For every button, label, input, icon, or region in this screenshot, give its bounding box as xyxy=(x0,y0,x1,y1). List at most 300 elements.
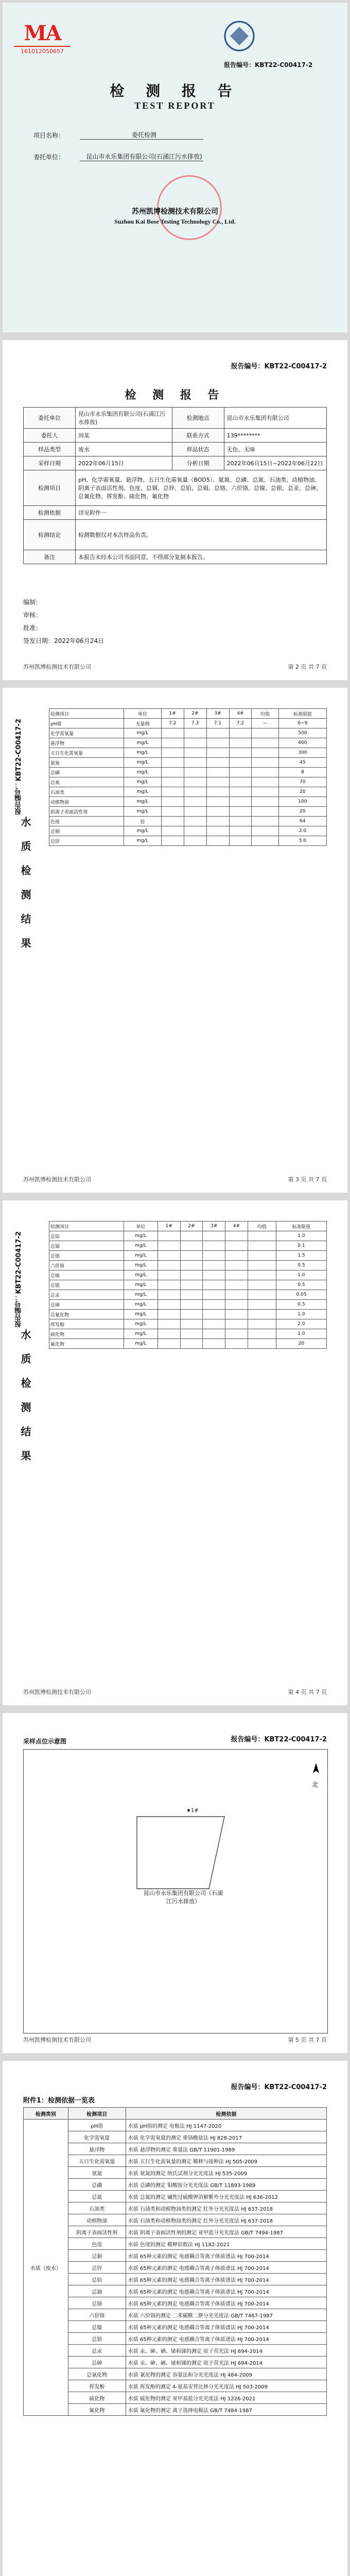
results-row xyxy=(49,1339,327,1349)
result-cell xyxy=(180,1251,203,1261)
results-page-2 xyxy=(3,1200,347,1705)
cma-mark xyxy=(14,20,71,55)
result-cell xyxy=(184,797,206,807)
appendix-1-row xyxy=(24,2274,327,2285)
result-cell xyxy=(248,1241,276,1251)
basis-row xyxy=(24,506,327,520)
parameter-name: 总氮 xyxy=(49,777,124,787)
result-cell xyxy=(180,1329,203,1339)
basis-label: 检测依据 xyxy=(24,506,76,520)
appendix-1-standard: 水质 65种元素的测定 电感耦合等离子体质谱法 HJ 700-2014 xyxy=(126,2285,326,2297)
result-cell: 倍 xyxy=(124,817,162,826)
result-cell xyxy=(157,1310,180,1319)
result-cell xyxy=(252,758,278,768)
footer-company: 苏州凯博检测技术有限公司 xyxy=(23,1176,91,1183)
result-cell xyxy=(248,1300,276,1310)
result-cell xyxy=(206,728,229,738)
conclusion-label: 检测结论 xyxy=(24,520,76,550)
result-cell xyxy=(157,1270,180,1280)
result-cell: mg/L xyxy=(124,1339,158,1349)
result-cell: mg/L xyxy=(124,728,162,738)
result-cell xyxy=(248,1319,276,1329)
appendix-1-item: 化学需氧量 xyxy=(68,2131,126,2143)
result-cell xyxy=(248,1231,276,1241)
result-cell: 500 xyxy=(278,728,326,738)
result-cell: mg/L xyxy=(124,1251,158,1261)
sig-approved: 批准： xyxy=(23,624,42,632)
report-number: 报告编号：KBT22-C00417-2 xyxy=(231,363,327,370)
appendix-1-item: 氨氮 xyxy=(68,2167,126,2179)
result-cell xyxy=(161,797,184,807)
appendix-1-item: 挥发酚 xyxy=(68,2380,126,2392)
result-cell xyxy=(161,826,184,836)
result-cell xyxy=(157,1280,180,1290)
appendix-1-category: 水质（废水） xyxy=(24,2120,68,2416)
result-cell: 5.0 xyxy=(278,836,326,846)
result-cell xyxy=(157,1251,180,1261)
result-cell xyxy=(206,797,229,807)
appendix-1-standard: 水质 65种元素的测定 电感耦合等离子体质谱法 HJ 700-2014 xyxy=(126,2274,326,2285)
result-cell xyxy=(248,1270,276,1280)
result-cell: mg/L xyxy=(124,1231,158,1241)
results-row xyxy=(49,1251,327,1261)
parameter-name: 悬浮物 xyxy=(49,738,124,748)
cover-report-no-value: KBT22-C00417-2 xyxy=(255,61,313,69)
cover-title: 检 测 报 告 xyxy=(110,82,240,99)
appendix-1-standard: 水质 总氮的测定 碱性过硫酸钾消解紫外分光光度法 HJ 636-2012 xyxy=(126,2191,326,2202)
appendix-1-row xyxy=(24,2191,327,2202)
factory-label: 昆山市永乐集团有限公司（石浦江污水排放） xyxy=(144,1890,223,1905)
appendix-1-row xyxy=(24,2120,327,2131)
appendix-1-page xyxy=(3,2061,347,2576)
result-cell: mg/L xyxy=(124,1290,158,1300)
result-cell xyxy=(184,787,206,797)
result-cell xyxy=(248,1310,276,1319)
appendix-1-standard: 水质 悬浮物的测定 重量法 GB/T 11901-1989 xyxy=(126,2143,326,2155)
result-cell xyxy=(206,768,229,777)
results-header-cell: 单位 xyxy=(124,709,162,719)
appendix-1-row xyxy=(24,2333,327,2345)
result-cell xyxy=(157,1339,180,1349)
appendix-1-item: pH值 xyxy=(68,2120,126,2131)
result-cell xyxy=(161,787,184,797)
remark-value: 本报告未经本公司书面同意，不得部分复制本报告。 xyxy=(76,550,327,564)
parameter-name: 总镍 xyxy=(49,1270,124,1280)
sketch-area xyxy=(23,1749,328,2033)
appendix-1-row xyxy=(24,2179,327,2191)
result-cell xyxy=(180,1319,203,1329)
result-cell xyxy=(161,777,184,787)
results-title: 水 质 检 测 结 果 xyxy=(19,817,31,953)
result-cell xyxy=(180,1300,203,1310)
result-cell xyxy=(229,836,252,846)
remark-label: 备注 xyxy=(24,550,76,564)
result-cell xyxy=(229,768,252,777)
appendix-1-item: 硫化物 xyxy=(68,2392,126,2404)
info-key: 联系方式 xyxy=(172,429,224,443)
parameter-name: 氨氮 xyxy=(49,758,124,768)
parameter-name: 总磷 xyxy=(49,768,124,777)
result-cell: 400 xyxy=(278,738,326,748)
results-row xyxy=(49,719,327,728)
result-cell: 2.0 xyxy=(276,1319,326,1329)
result-cell: 1.0 xyxy=(276,1310,326,1319)
parameter-name: 总铜 xyxy=(49,826,124,836)
info-key: 分析日期 xyxy=(172,456,224,470)
appendix-1-item: 石油类 xyxy=(68,2202,126,2214)
result-cell xyxy=(252,826,278,836)
info-value: 2022年06月15日~2022年06月22日 xyxy=(224,456,326,470)
result-cell xyxy=(252,768,278,777)
items-row xyxy=(24,470,327,506)
result-cell xyxy=(180,1261,203,1270)
result-cell: 7.2 xyxy=(229,719,252,728)
result-cell: mg/L xyxy=(124,738,162,748)
result-cell: 7.2 xyxy=(161,719,184,728)
result-cell xyxy=(229,787,252,797)
result-cell: mg/L xyxy=(124,777,162,787)
appendix-1-item: 总氰化物 xyxy=(68,2368,126,2380)
results-header-cell: 检测项目 xyxy=(49,1222,124,1231)
info-row xyxy=(24,456,327,470)
appendix-1-header-cell: 检测依据 xyxy=(126,2108,326,2120)
result-cell xyxy=(252,797,278,807)
cma-logo: MA xyxy=(24,21,61,45)
appendix-1-item: 色度 xyxy=(68,2238,126,2250)
results-row xyxy=(49,1300,327,1310)
result-cell xyxy=(252,777,278,787)
result-cell xyxy=(206,777,229,787)
appendix-1-item: 悬浮物 xyxy=(68,2143,126,2155)
info-value: 139******** xyxy=(224,429,326,443)
appendix-1-row xyxy=(24,2238,327,2250)
info-row xyxy=(24,429,327,443)
appendix-1-item: 总氮 xyxy=(68,2191,126,2202)
results-header-cell: 4# xyxy=(225,1222,248,1231)
result-cell xyxy=(157,1241,180,1251)
result-cell: 45 xyxy=(278,758,326,768)
result-cell: 20 xyxy=(278,807,326,817)
parameter-name: 阴离子表面活性剂 xyxy=(49,807,124,817)
parameter-name: 氟化物 xyxy=(49,1339,124,1349)
results-row xyxy=(49,826,327,836)
parameter-name: 总汞 xyxy=(49,1290,124,1300)
result-cell: mg/L xyxy=(124,1261,158,1270)
result-cell xyxy=(229,807,252,817)
result-cell xyxy=(225,1261,248,1270)
result-cell xyxy=(252,807,278,817)
appendix-1-standard: 水质 pH值的测定 电极法 HJ 1147-2020 xyxy=(126,2120,326,2131)
result-cell xyxy=(252,728,278,738)
conclusion-row xyxy=(24,520,327,550)
appendix-1-standard: 水质 65种元素的测定 电感耦合等离子体质谱法 HJ 700-2014 xyxy=(126,2250,326,2262)
parameter-name: 总砷 xyxy=(49,1300,124,1310)
result-cell: 0.1 xyxy=(276,1241,326,1251)
appendix-1-standard: 水质 六价铬的测定 二苯碳酰二肼分光光度法 GB/T 7467-1987 xyxy=(126,2309,326,2321)
result-cell xyxy=(161,738,184,748)
appendix-1-standard: 水质 65种元素的测定 电感耦合等离子体质谱法 HJ 700-2014 xyxy=(126,2262,326,2274)
appendix-1-standard: 水质 硫化物的测定 亚甲基蓝分光光度法 HJ 1226-2021 xyxy=(126,2392,326,2404)
footer-page: 第 2 页 共 7 页 xyxy=(288,664,327,670)
result-cell xyxy=(161,817,184,826)
result-cell xyxy=(157,1231,180,1241)
result-cell xyxy=(229,738,252,748)
appendix-1-row xyxy=(24,2309,327,2321)
info-value: 昆山市永乐集团有限公司 xyxy=(224,408,326,429)
result-cell: 1.5 xyxy=(276,1251,326,1261)
appendix-1-standard: 水质 65种元素的测定 电感耦合等离子体质谱法 HJ 700-2014 xyxy=(126,2297,326,2309)
appendix-1-row xyxy=(24,2321,327,2333)
result-cell: 2.0 xyxy=(278,826,326,836)
result-cell xyxy=(184,826,206,836)
parameter-name: 总镉 xyxy=(49,1241,124,1251)
result-cell xyxy=(225,1319,248,1329)
appendix-1-standard: 水质 挥发酚的测定 4-氨基安替比林分光光度法 HJ 503-2009 xyxy=(126,2380,326,2392)
results-row xyxy=(49,758,327,768)
cover-company-cn: 苏州凯博检测技术有限公司 xyxy=(132,208,218,216)
info-key: 委托单位 xyxy=(24,408,76,429)
info-key: 样品类型 xyxy=(24,443,76,456)
results-header-cell: 检测项目 xyxy=(49,709,124,719)
result-cell xyxy=(225,1300,248,1310)
result-cell xyxy=(225,1339,248,1349)
result-cell xyxy=(203,1310,225,1319)
sketch-title: 采样点位示意图 xyxy=(23,1738,67,1745)
result-cell xyxy=(203,1231,225,1241)
appendix-1-row xyxy=(24,2155,327,2167)
result-cell xyxy=(225,1280,248,1290)
page-title: 检 测 报 告 xyxy=(125,389,225,402)
result-cell: 8 xyxy=(278,768,326,777)
remark-row xyxy=(24,550,327,564)
cover-client-value: 昆山市永乐集团有限公司(石浦江污水排放) xyxy=(80,152,203,161)
results-header-cell: 单位 xyxy=(124,1222,158,1231)
appendix-1-row xyxy=(24,2357,327,2368)
appendix-1-standard: 水质 汞、砷、硒、铋和锑的测定 原子荧光法 HJ 694-2014 xyxy=(126,2345,326,2357)
result-cell xyxy=(229,777,252,787)
sampling-point-1: ★1# xyxy=(186,1808,199,1814)
cover-report-no xyxy=(224,60,312,69)
appendix-1-standard: 水质 65种元素的测定 电感耦合等离子体质谱法 HJ 700-2014 xyxy=(126,2333,326,2345)
cover-report-no-label: 报告编号： xyxy=(224,61,255,69)
results-row xyxy=(49,1241,327,1251)
result-cell xyxy=(180,1310,203,1319)
appendix-1-table xyxy=(23,2107,327,2416)
result-cell: 1.0 xyxy=(276,1270,326,1280)
info-key: 采样日期 xyxy=(24,456,76,470)
appendix-1-row xyxy=(24,2131,327,2143)
cover-client-label: 委托单位： xyxy=(33,153,65,161)
results-row xyxy=(49,1290,327,1300)
report-number: 报告编号：KBT22-C00417-2 xyxy=(231,1736,327,1743)
result-cell xyxy=(248,1261,276,1270)
result-cell: 20 xyxy=(278,787,326,797)
appendix-1-standard: 水质 氨氮的测定 纳氏试剂分光光度法 HJ 535-2009 xyxy=(126,2167,326,2179)
result-cell xyxy=(161,758,184,768)
parameter-name: 总铅 xyxy=(49,1231,124,1241)
sketch-page xyxy=(3,1713,347,2053)
sig-prepared: 编制： xyxy=(23,599,42,606)
footer-company: 苏州凯博检测技术有限公司 xyxy=(23,1689,91,1696)
parameter-name: 化学需氧量 xyxy=(49,728,124,738)
appendix-1-item: 五日生化需氧量 xyxy=(68,2155,126,2167)
info-value: 2022年06月15日 xyxy=(76,456,172,470)
results-table-2 xyxy=(49,1221,327,1349)
appendix-1-row xyxy=(24,2380,327,2392)
appendix-1-item: 总锌 xyxy=(68,2262,126,2274)
result-cell xyxy=(161,807,184,817)
results-header-cell: 1# xyxy=(161,709,184,719)
result-cell: mg/L xyxy=(124,1319,158,1329)
result-cell xyxy=(225,1231,248,1241)
cover-project-value: 委托检测 xyxy=(80,130,203,140)
result-cell xyxy=(180,1231,203,1241)
appendix-1-item: 总铬 xyxy=(68,2297,126,2309)
result-cell: — xyxy=(252,719,278,728)
factory-outline xyxy=(132,1811,235,1894)
appendix-1-row xyxy=(24,2167,327,2179)
appendix-1-header-cell: 检测项目 xyxy=(68,2108,126,2120)
appendix-1-item: 六价铬 xyxy=(68,2309,126,2321)
result-cell xyxy=(248,1290,276,1300)
results-header-cell: 4# xyxy=(229,709,252,719)
appendix-1-standard: 水质 石油类和动植物油类的测定 红外分光光度法 HJ 637-2018 xyxy=(126,2202,326,2214)
result-cell xyxy=(184,777,206,787)
results-header-cell: 标准限值 xyxy=(278,709,326,719)
parameter-name: 硫化物 xyxy=(49,1329,124,1339)
result-cell xyxy=(161,728,184,738)
result-cell xyxy=(229,758,252,768)
results-row xyxy=(49,1261,327,1270)
results-row xyxy=(49,797,327,807)
result-cell: 64 xyxy=(278,817,326,826)
result-cell xyxy=(252,748,278,758)
result-cell xyxy=(252,738,278,748)
result-cell xyxy=(229,728,252,738)
result-cell xyxy=(203,1290,225,1300)
appendix-1-standard: 水质 色度的测定 稀释倍数法 HJ 1182-2021 xyxy=(126,2238,326,2250)
result-cell xyxy=(206,738,229,748)
appendix-1-row xyxy=(24,2262,327,2274)
result-cell xyxy=(225,1270,248,1280)
result-cell xyxy=(184,738,206,748)
appendix-1-item: 动植物油 xyxy=(68,2214,126,2226)
result-cell: 300 xyxy=(278,748,326,758)
footer-page: 第 4 页 共 7 页 xyxy=(288,1689,327,1696)
parameter-name: 总锌 xyxy=(49,836,124,846)
result-cell xyxy=(229,826,252,836)
results-row xyxy=(49,738,327,748)
result-cell: 20 xyxy=(276,1339,326,1349)
cover-page xyxy=(3,3,347,332)
appendix-1-item: 总磷 xyxy=(68,2179,126,2191)
result-cell: 0.5 xyxy=(276,1261,326,1270)
cover-project-label: 项目名称： xyxy=(33,131,65,139)
appendix-1-title: 附件1：检测依据一览表 xyxy=(23,2097,95,2105)
result-cell xyxy=(229,748,252,758)
parameter-name: 动植物油 xyxy=(49,797,124,807)
report-number: 报告编号：KBT22-C00417-2 xyxy=(15,719,23,815)
results-row xyxy=(49,787,327,797)
result-cell xyxy=(157,1261,180,1270)
results-header-cell: 标准限值 xyxy=(276,1222,326,1231)
result-cell xyxy=(180,1270,203,1280)
appendix-1-row xyxy=(24,2345,327,2357)
results-title: 水 质 检 测 结 果 xyxy=(19,1329,31,1466)
result-cell: 无量纲 xyxy=(124,719,162,728)
info-page xyxy=(3,340,347,680)
result-cell xyxy=(161,748,184,758)
north-arrow xyxy=(312,1763,320,1789)
result-cell xyxy=(184,748,206,758)
appendix-1-standard: 水质 化学需氧量的测定 重铬酸盐法 HJ 828-2017 xyxy=(126,2131,326,2143)
result-cell xyxy=(203,1329,225,1339)
results-header-cell: 3# xyxy=(203,1222,225,1231)
result-cell xyxy=(248,1251,276,1261)
result-cell xyxy=(157,1329,180,1339)
info-value: 周某 xyxy=(76,429,172,443)
result-cell xyxy=(248,1329,276,1339)
parameter-name: pH值 xyxy=(49,719,124,728)
sig-reviewed: 审核： xyxy=(23,612,42,619)
results-row xyxy=(49,807,327,817)
result-cell: mg/L xyxy=(124,758,162,768)
result-cell xyxy=(206,826,229,836)
result-cell: mg/L xyxy=(124,768,162,777)
info-row xyxy=(24,443,327,456)
result-cell: 1.0 xyxy=(276,1231,326,1241)
results-row xyxy=(49,1329,327,1339)
result-cell: 7.1 xyxy=(206,719,229,728)
result-cell xyxy=(203,1319,225,1329)
result-cell xyxy=(184,807,206,817)
result-cell xyxy=(229,797,252,807)
footer-page: 第 5 页 共 7 页 xyxy=(288,2037,327,2043)
result-cell xyxy=(225,1251,248,1261)
result-cell xyxy=(180,1241,203,1251)
result-cell xyxy=(157,1319,180,1329)
parameter-name: 五日生化需氧量 xyxy=(49,748,124,758)
results-header-cell: 均值 xyxy=(252,709,278,719)
result-cell: mg/L xyxy=(124,787,162,797)
appendix-1-standard: 水质 总磷的测定 钼酸铵分光光度法 GB/T 11893-1989 xyxy=(126,2179,326,2191)
results-header-cell: 1# xyxy=(157,1222,180,1231)
footer-company: 苏州凯博检测技术有限公司 xyxy=(23,2037,91,2043)
result-cell xyxy=(203,1241,225,1251)
info-key: 样品状态 xyxy=(172,443,224,456)
result-cell xyxy=(184,768,206,777)
result-cell xyxy=(157,1300,180,1310)
result-cell xyxy=(203,1270,225,1280)
appendix-1-row xyxy=(24,2226,327,2238)
result-cell: mg/L xyxy=(124,807,162,817)
appendix-1-item: 总铅 xyxy=(68,2274,126,2285)
result-cell xyxy=(184,728,206,738)
results-row xyxy=(49,1270,327,1280)
result-cell xyxy=(206,758,229,768)
appendix-1-standard: 水质 石油类和动植物油类的测定 红外分光光度法 HJ 637-2018 xyxy=(126,2214,326,2226)
result-cell xyxy=(206,817,229,826)
result-cell: mg/L xyxy=(124,826,162,836)
appendix-1-standard: 水质 氰化物的测定 容量法和分光光度法 HJ 484-2009 xyxy=(126,2368,326,2380)
parameter-name: 总铬 xyxy=(49,1251,124,1261)
appendix-1-item: 总镉 xyxy=(68,2285,126,2297)
result-cell xyxy=(203,1261,225,1270)
result-cell: mg/L xyxy=(124,1241,158,1251)
cover-company-en: Suzhou Kai Bose Testing Technology Co., Ltd. xyxy=(114,218,236,225)
results-header-cell: 2# xyxy=(184,709,206,719)
result-cell xyxy=(184,758,206,768)
